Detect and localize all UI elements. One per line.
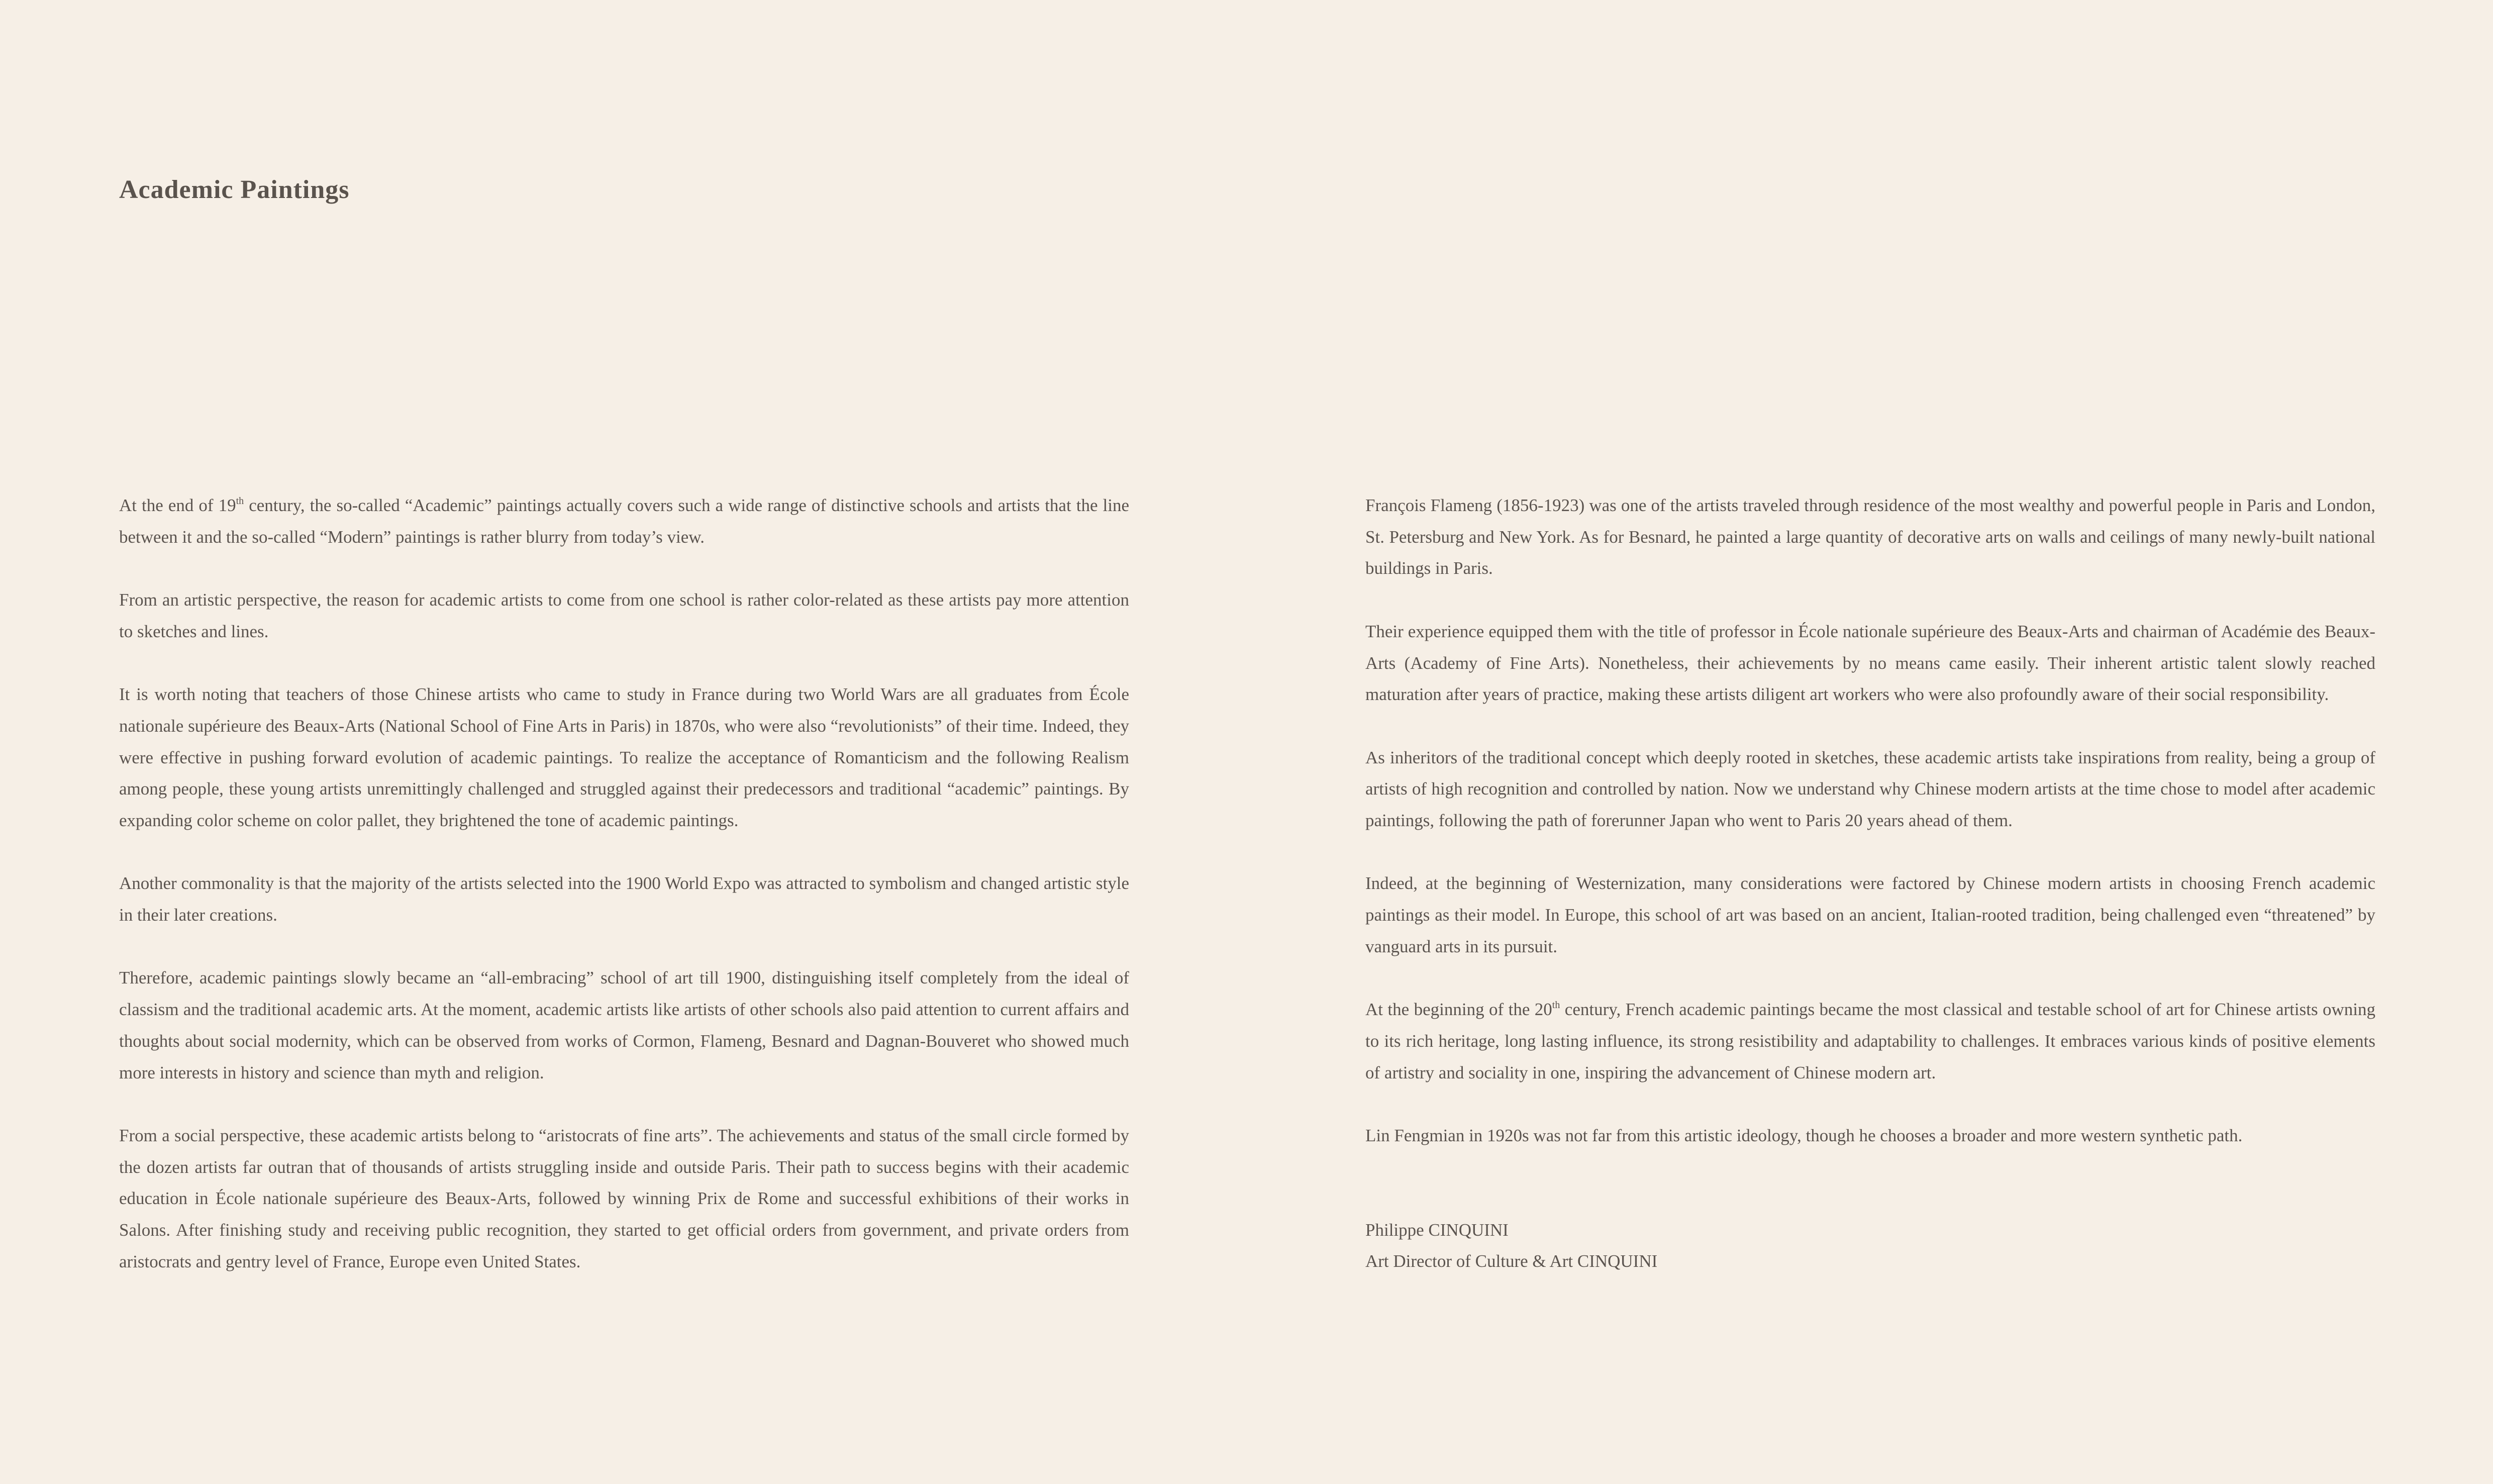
paragraph: As inheritors of the traditional concept which deeply rooted in sketches, these academic artists take inspirations from reality, being a group of artists of high recognition and controlled by nation. Now we understand why Chinese modern artists at the time chose to model after academic paintings, following the path of forerunner Japan who went to Paris 20 years ahead of them. <box>1365 747 2375 830</box>
paragraph <box>1365 994 2375 1089</box>
paragraph: From an artistic perspective, the reason for academic artists to come from one school is rather color-related as these artists pay more attention to sketches and lines. <box>119 590 1129 641</box>
superscript: th <box>236 496 244 507</box>
paragraph-text: century, French academic paintings became the most classical and testable school of art for Chinese artists owning to its rich heritage, long lasting influence, its strong resistibility and adaptability to challenges. It embraces various kinds of positive elements of artistry and sociality in one, inspiring the advancement of Chinese modern art. <box>1365 1000 2375 1082</box>
paragraph: Their experience equipped them with the title of professor in École nationale supérieure des Beaux-Arts and chairman of Académie des Beaux-Arts (Academy of Fine Arts). Nonetheless, their achievements by no means came easily. Their inherent artistic talent slowly reached maturation after years of practice, making these artists diligent art workers who were also profoundly aware of their social responsibility. <box>1365 621 2375 705</box>
right-column <box>1365 490 2375 1277</box>
superscript: th <box>1552 1000 1560 1011</box>
paragraph <box>119 490 1129 553</box>
author-role: Art Director of Culture & Art CINQUINI <box>1365 1251 1658 1271</box>
paragraph: Lin Fengmian in 1920s was not far from this artistic ideology, though he chooses a broader and more western synthetic path. <box>1365 1125 2243 1145</box>
paragraph-text: At the end of 19 <box>119 496 236 515</box>
paragraph: It is worth noting that teachers of those Chinese artists who came to study in France during two World Wars are all graduates from École nationale supérieure des Beaux-Arts (National School of Fine Arts in Paris) in 1870s, who were also “revolutionists” of their time. Indeed, they were effective in pushing forward evolution of academic paintings. To realize the acceptance of Romanticism and the following Realism among people, these young artists unremittingly challenged and struggled against their predecessors and traditional “academic” paintings. By expanding color scheme on color pallet, they brightened the tone of academic paintings. <box>119 684 1129 830</box>
signature-block <box>1365 1215 2375 1277</box>
paragraph: François Flameng (1856-1923) was one of the artists traveled through residence of the most wealthy and powerful people in Paris and London, St. Petersburg and New York. As for Besnard, he painted a large quantity of decorative arts on walls and ceilings of many newly-built national buildings in Paris. <box>1365 496 2375 578</box>
paragraph: Therefore, academic paintings slowly became an “all-embracing” school of art till 1900, distinguishing itself completely from the ideal of classism and the traditional academic arts. At the moment, academic artists like artists of other schools also paid attention to current affairs and thoughts about social modernity, which can be observed from works of Cormon, Flameng, Besnard and Dagnan-Bouveret who showed much more interests in history and science than myth and religion. <box>119 968 1129 1082</box>
author-name: Philippe CINQUINI <box>1365 1220 1509 1240</box>
paragraph: Indeed, at the beginning of Westernization, many considerations were factored by Chinese modern artists in choosing French academic paintings as their model. In Europe, this school of art was based on an ancient, Italian-rooted tradition, being challenged even “threatened” by vanguard arts in its pursuit. <box>1365 873 2375 956</box>
paragraph: From a social perspective, these academic artists belong to “aristocrats of fine arts”. The achievements and status of the small circle formed by the dozen artists far outran that of thousands of artists struggling inside and outside Paris. Their path to success begins with their academic education in École nationale supérieure des Beaux-Arts, followed by winning Prix de Rome and successful exhibitions of their works in Salons. After finishing study and receiving public recognition, they started to get official orders from government, and private orders from aristocrats and gentry level of France, Europe even United States. <box>119 1125 1129 1271</box>
page-title: Academic Paintings <box>119 175 350 204</box>
paragraph-text: century, the so-called “Academic” paintings actually covers such a wide range of distinctive schools and artists that the line between it and the so-called “Modern” paintings is rather blurry from today’s view. <box>119 496 1129 547</box>
left-column <box>119 490 1129 1278</box>
paragraph: Another commonality is that the majority of the artists selected into the 1900 World Expo was attracted to symbolism and changed artistic style in their later creations. <box>119 873 1129 925</box>
paragraph-text: At the beginning of the 20 <box>1365 1000 1552 1020</box>
